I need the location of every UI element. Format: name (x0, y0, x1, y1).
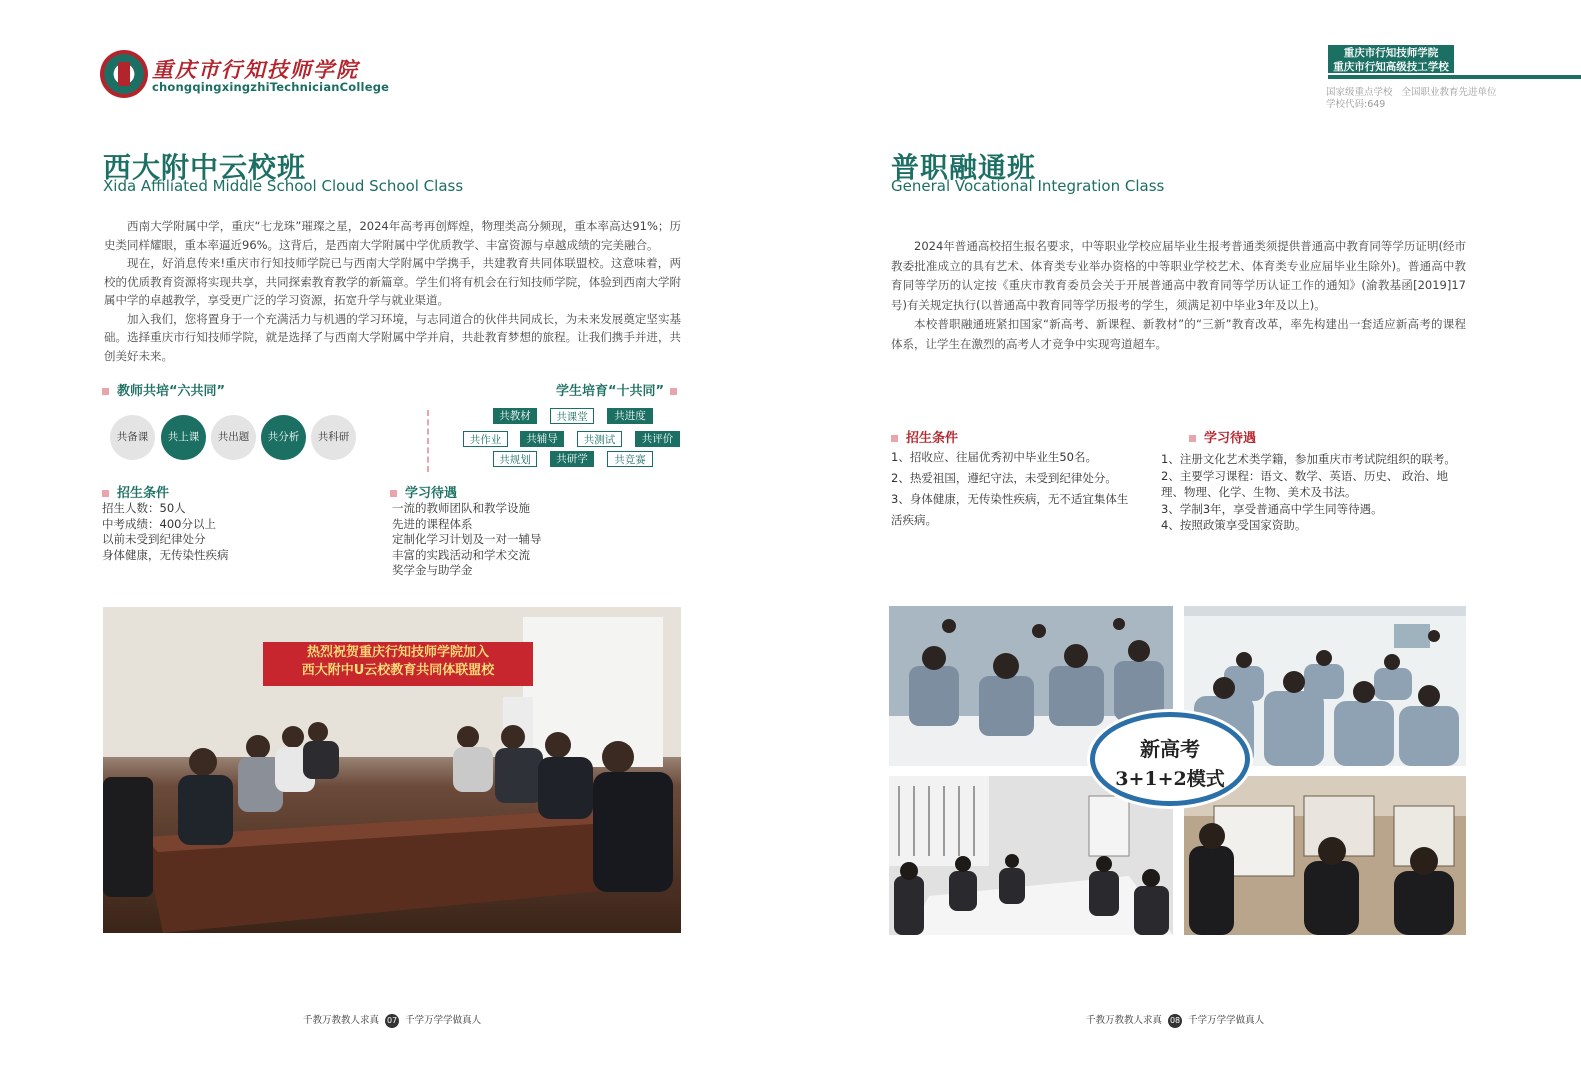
left-intro (104, 217, 681, 365)
right-benefit-list (1161, 451, 1466, 534)
student-item-tag: 共竞赛 (607, 451, 653, 467)
list-item: 以前未受到纪律处分 (102, 532, 206, 546)
left-footer (303, 1012, 481, 1028)
left-benefit-list (392, 501, 542, 579)
left-title-en: Xida Affiliated Middle School Cloud School Class (103, 177, 464, 195)
art-class-image (1184, 776, 1466, 935)
list-item: 一流的教师团队和教学设施 (392, 501, 530, 515)
student-item-tag: 共课堂 (550, 408, 594, 424)
teacher-item-circle: 共备课 (110, 415, 155, 460)
left-paragraph: 西南大学附属中学，重庆“七龙珠”璀璨之星，2024年高考再创辉煌，物理类高分频现，重本率高达91%；历史类同样耀眼，重本率逼近96%。这背后，是西南大学附属中学优质教学、丰富资源与卓越成绩的完美融合。 (104, 219, 681, 252)
bullet-marker (390, 490, 397, 497)
left-enroll-list (102, 501, 229, 563)
school-name-en: chongqingxingzhiTechnicianCollege (152, 80, 390, 94)
list-item: 4、按照政策享受国家资助。 (1161, 518, 1307, 532)
banner-line-2: 西大附中U云校教育共同体联盟校 (301, 663, 495, 678)
list-item: 1、招收应、往届优秀初中毕业生50名。 (891, 450, 1097, 464)
badge-line-2: 重庆市行知高级技工学校 (1333, 61, 1449, 73)
badge-line-1: 重庆市行知技师学院 (1343, 47, 1439, 59)
list-item: 1、注册文化艺术类学籍，参加重庆市考试院组织的联考。 (1161, 452, 1456, 466)
badge-model: 3+1+2模式 (1115, 768, 1225, 790)
student-item-tag: 共教材 (493, 408, 537, 424)
list-item: 身体健康，无传染性疾病 (102, 547, 229, 562)
badge-title: 新高考 (1140, 737, 1200, 761)
school-badge (1328, 45, 1454, 73)
teacher-item-circle: 共分析 (261, 415, 306, 460)
benefit-heading-text: 学习待遇 (1204, 431, 1257, 446)
enroll-heading-text: 招生条件 (906, 431, 959, 446)
list-item: 定制化学习计划及一对一辅导 (392, 532, 542, 546)
list-item: 3、学制3年，享受普通高中学生同等待遇。 (1161, 501, 1383, 516)
list-item: 2、主要学习课程：语文、数学、英语、历史、 政治、地理、物理、化学、生物、美术及书法。 (1161, 468, 1448, 499)
page-number: 08 (1168, 1014, 1182, 1028)
student-section-heading (556, 380, 677, 399)
right-paragraph: 2024年普通高校招生报名要求，中等职业学校应届毕业生报考普通类须提供普通高中教育同等学历证明(经市教委批准成立的具有艺术、体育类专业举办资格的中等职业学校艺术、体育类专业应届毕业生除外)。普通高中教育同等学历的认定按《重庆市教育委员会关于开展普通高中教育同等学历认证工作的通知》(渝教基函[2019]17号)有关规定执行(以普通高中教育同等学历报考的学生，须满足初中毕业3年及以上)。 (891, 239, 1466, 312)
section-divider (427, 410, 429, 472)
student-heading-text: 学生培育“十共同” (556, 384, 665, 399)
bullet-marker (891, 435, 898, 442)
list-item: 2、热爱祖国，遵纪守法，未受到纪律处分。 (891, 471, 1117, 485)
gaokao-model-badge (1090, 712, 1250, 806)
left-title-cn: 西大附中云校班 (103, 151, 307, 184)
left-paragraph: 加入我们，您将置身于一个充满活力与机遇的学习环境，与志同道合的伙伴共同成长，为未来发展奠定坚实基础。选择重庆市行知技师学院，就是选择了与西南大学附属中学并肩，共赴教育梦想的旅程。让我们携手并进，共创美好未来。 (104, 311, 681, 363)
right-intro (891, 237, 1466, 354)
student-item-tag: 共作业 (463, 431, 508, 447)
enroll-heading-text: 招生条件 (117, 486, 170, 501)
school-emblem-icon (100, 50, 148, 98)
right-benefit-heading (1189, 427, 1256, 446)
header-rule (1328, 75, 1581, 79)
footer-motto-left: 千教万教教人求真 (1086, 1015, 1163, 1026)
right-title-cn: 普职融通班 (891, 151, 1037, 184)
welcome-banner (263, 644, 533, 680)
bullet-marker (1189, 435, 1196, 442)
student-item-tag: 共研学 (550, 451, 594, 467)
right-footer (1086, 1012, 1264, 1028)
list-item: 3、身体健康，无传染性疾病，无不适宜集体生活疾病。 (891, 492, 1129, 527)
student-item-tag: 共辅导 (520, 431, 564, 447)
list-item: 先进的课程体系 (392, 516, 473, 531)
page-number: 07 (385, 1014, 399, 1028)
teacher-item-circle: 共科研 (311, 415, 356, 460)
school-name-cn: 重庆市行知技师学院 (152, 57, 359, 82)
bullet-marker (102, 388, 109, 395)
art-class-photo (1184, 776, 1466, 935)
footer-motto-right: 千学万学学做真人 (1188, 1015, 1265, 1026)
right-enroll-list (891, 447, 1136, 531)
student-item-tag: 共规划 (493, 451, 537, 467)
list-item: 奖学金与助学金 (392, 563, 473, 577)
student-item-tag: 共评价 (635, 431, 680, 447)
right-paragraph: 本校普职融通班紧扣国家“新高考、新课程、新教材”的“三新”教育改革，率先构建出一套适应新高考的课程体系，让学生在激烈的高考人才竞争中实现弯道超车。 (891, 317, 1466, 351)
footer-motto-right: 千学万学学做真人 (405, 1015, 482, 1026)
bullet-marker (670, 388, 677, 395)
left-benefit-heading (390, 482, 457, 501)
school-honors: 国家级重点学校 全国职业教育先进单位 (1326, 87, 1497, 98)
right-title-en: General Vocational Integration Class (891, 177, 1165, 195)
left-enroll-heading (102, 482, 169, 501)
school-code: 学校代码:649 (1326, 99, 1386, 110)
teacher-section-heading (102, 380, 225, 399)
list-item: 中考成绩：400分以上 (102, 516, 216, 531)
student-item-tag: 共进度 (607, 408, 653, 424)
list-item: 招生人数：50人 (102, 501, 186, 515)
bullet-marker (102, 490, 109, 497)
list-item: 丰富的实践活动和学术交流 (392, 547, 530, 562)
teacher-item-circle: 共上课 (161, 415, 206, 460)
teacher-item-circle: 共出题 (211, 415, 256, 460)
right-enroll-heading (891, 427, 958, 446)
student-item-tag: 共测试 (577, 431, 622, 447)
meeting-photo (103, 607, 681, 933)
banner-line-1: 热烈祝贺重庆行知技师学院加入 (306, 645, 489, 660)
left-paragraph: 现在，好消息传来!重庆市行知技师学院已与西南大学附属中学携手，共建教育共同体联盟校。这意味着，两校的优质教育资源将实现共享，共同探索教育教学的新篇章。学生们将有机会在行知技师学院，体验到西南大学附属中学的卓越教学，享受更广泛的学习资源，拓宽升学与就业渠道。 (104, 256, 681, 307)
footer-motto-left: 千教万教教人求真 (303, 1015, 380, 1026)
benefit-heading-text: 学习待遇 (405, 486, 458, 501)
teacher-heading-text: 教师共培“六共同” (117, 384, 226, 399)
